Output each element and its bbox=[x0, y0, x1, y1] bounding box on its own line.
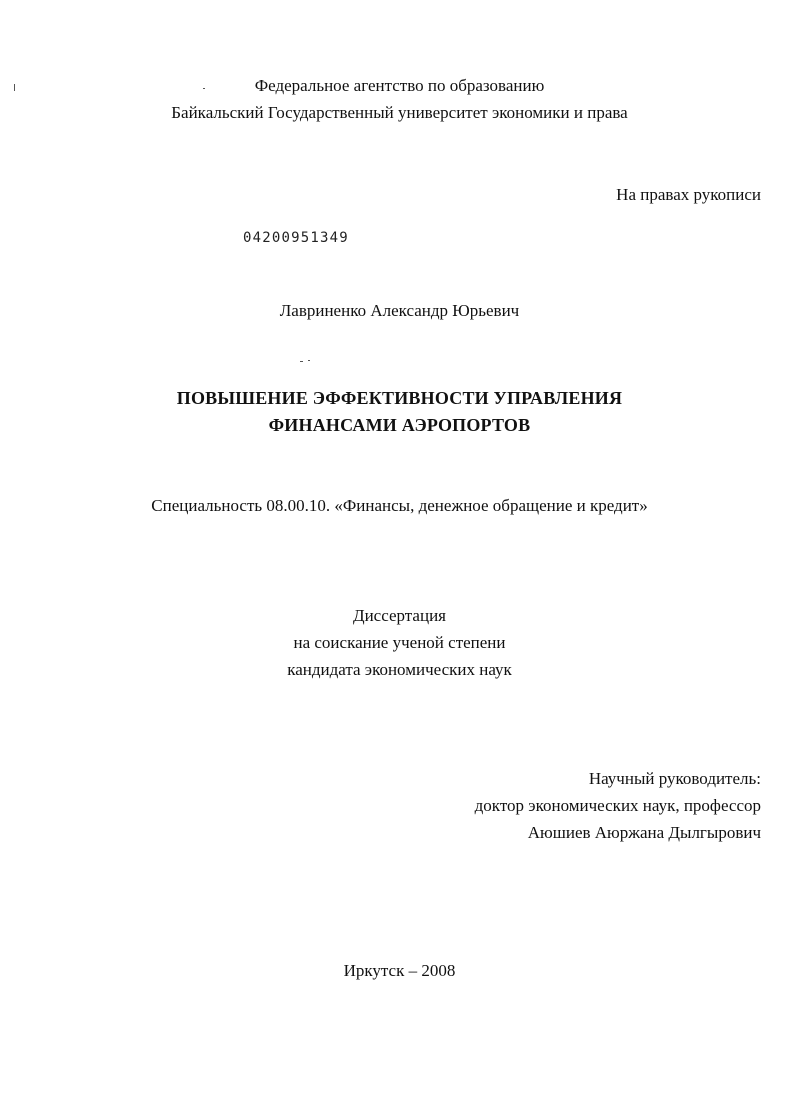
specialty: Специальность 08.00.10. «Финансы, денежное обращение и кредит» bbox=[151, 496, 648, 515]
supervisor-label: Научный руководитель: bbox=[588, 769, 761, 788]
agency-name: Федеральное агентство по образованию bbox=[254, 76, 545, 95]
title-line-2: ФИНАНСАМИ АЭРОПОРТОВ bbox=[268, 415, 531, 435]
scan-artifact bbox=[300, 361, 303, 362]
scan-artifact bbox=[308, 360, 310, 361]
degree-line-1: Диссертация bbox=[352, 606, 446, 625]
supervisor-credentials: доктор экономических наук, профессор bbox=[474, 796, 761, 815]
registry-number: 04200951349 bbox=[243, 230, 349, 246]
title-line-1: ПОВЫШЕНИЕ ЭФФЕКТИВНОСТИ УПРАВЛЕНИЯ bbox=[176, 388, 623, 408]
manuscript-note: На правах рукописи bbox=[616, 185, 761, 204]
author-name: Лавриненко Александр Юрьевич bbox=[279, 301, 520, 320]
degree-line-3: кандидата экономических наук bbox=[287, 660, 512, 679]
degree-line-2: на соискание ученой степени bbox=[293, 633, 506, 652]
supervisor-name: Аюшиев Аюржана Дылгырович bbox=[527, 823, 761, 842]
university-name: Байкальский Государственный университет экономики и права bbox=[171, 103, 628, 122]
place-year: Иркутск – 2008 bbox=[343, 961, 456, 980]
